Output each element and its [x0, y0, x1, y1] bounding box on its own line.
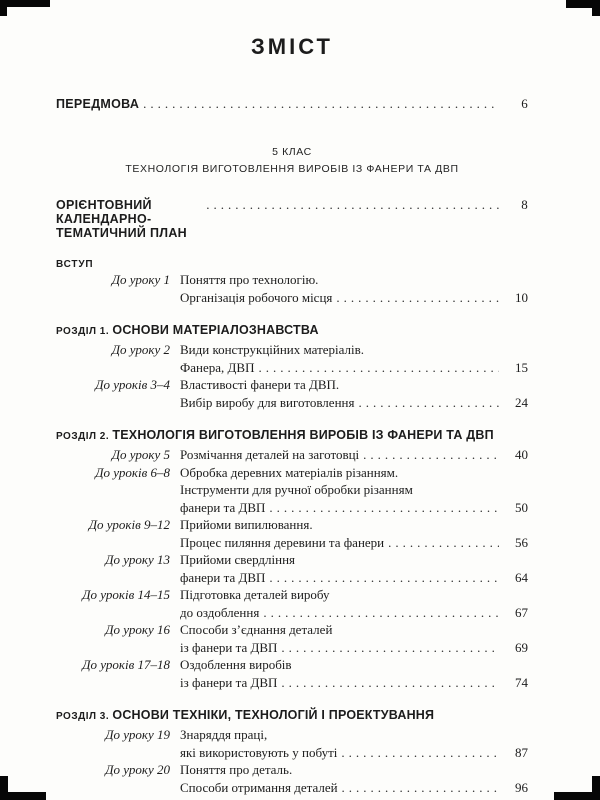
line-text: Знаряддя праці,	[180, 727, 268, 742]
dot-leader	[269, 499, 499, 517]
page-number: 10	[515, 289, 528, 305]
scan-edge-mark	[0, 776, 8, 800]
page-number: 96	[515, 779, 528, 795]
dot-leader	[358, 394, 499, 412]
section-heading	[56, 706, 528, 724]
plan-row	[56, 197, 528, 240]
entry-line	[180, 656, 528, 674]
entry-line	[180, 779, 528, 797]
line-text: Поняття про деталь.	[180, 762, 293, 777]
part-title-label: ТЕХНОЛОГІЯ ВИГОТОВЛЕННЯ ВИРОБІВ ІЗ ФАНЕРИ ТА ДВП	[125, 163, 459, 175]
entry-line	[180, 481, 528, 499]
entry-line	[180, 726, 528, 744]
lesson-label: До уроку 2	[111, 342, 170, 357]
section-heading	[56, 259, 528, 270]
line-text: Інструменти для ручної обробки різанням	[180, 482, 413, 497]
line-text: Види конструкційних матеріалів.	[180, 342, 365, 357]
toc-entry	[56, 656, 528, 691]
entry-body	[180, 516, 528, 551]
lesson-label: До уроків 6–8	[95, 464, 170, 480]
section-heading	[56, 426, 528, 444]
toc-entry	[56, 551, 528, 586]
line-text: із фанери та ДВП	[180, 674, 278, 690]
dot-leader	[363, 446, 499, 464]
toc-section	[56, 259, 528, 306]
page-title: ЗМІСТ	[251, 34, 333, 59]
toc-section	[56, 706, 528, 796]
entry-line	[180, 464, 528, 482]
part-heading	[56, 144, 528, 178]
lesson-label: До уроків 3–4	[95, 377, 170, 392]
line-text: Прийоми свердління	[180, 552, 296, 567]
line-text: Підготовка деталей виробу	[180, 587, 330, 602]
toc-entry	[56, 464, 528, 517]
lesson-label: До уроку 13	[105, 552, 170, 567]
toc-entry	[56, 726, 528, 761]
section-title: ОСНОВИ ТЕХНІКИ, ТЕХНОЛОГІЙ І ПРОЕКТУВАННЯ	[112, 708, 435, 722]
entry-line	[180, 271, 528, 289]
dot-leader	[269, 569, 499, 587]
dot-leader	[206, 197, 499, 213]
section-number: РОЗДІЛ 3.	[56, 711, 113, 722]
dot-leader	[341, 744, 499, 762]
entry-line	[180, 604, 528, 622]
lesson-label: До уроків 9–12	[88, 517, 170, 532]
page-number: 67	[515, 604, 528, 620]
section-number: РОЗДІЛ 1.	[56, 326, 113, 337]
dot-leader	[281, 674, 499, 692]
dot-leader	[143, 96, 499, 112]
entry-body	[180, 656, 528, 691]
entry-body	[180, 551, 528, 586]
toc-entry	[56, 516, 528, 551]
dot-leader	[258, 359, 499, 377]
toc-section	[56, 321, 528, 411]
line-text: Вибір виробу для виготовлення	[180, 394, 355, 410]
line-text: Розмічання деталей на заготовці	[180, 447, 360, 462]
toc-section	[56, 426, 528, 691]
entry-line	[180, 586, 528, 604]
line-text: Прийоми випилювання.	[180, 517, 313, 532]
line-text: Організація робочого місця	[180, 289, 333, 305]
section-heading	[56, 321, 528, 339]
dot-leader	[281, 639, 499, 657]
page-number: 64	[515, 569, 528, 585]
dot-leader	[263, 604, 499, 622]
lesson-label: До уроків 14–15	[82, 587, 170, 602]
entry-line	[180, 289, 528, 307]
entry-line	[180, 674, 528, 692]
entry-line	[180, 551, 528, 569]
line-text: із фанери та ДВП	[180, 639, 278, 655]
lesson-label: До уроків 17–18	[82, 657, 170, 672]
entry-line	[180, 639, 528, 657]
entry-body	[180, 271, 528, 306]
entry-line	[180, 516, 528, 534]
line-text: Властивості фанери та ДВП.	[180, 377, 340, 392]
toc-entry	[56, 761, 528, 796]
part-grade-label: 5 КЛАС	[272, 146, 312, 158]
entry-body	[180, 341, 528, 376]
line-text: фанери та ДВП	[180, 569, 266, 585]
page-number: 56	[515, 534, 528, 550]
entry-line	[180, 534, 528, 552]
page-number: 87	[515, 744, 528, 760]
entry-body	[180, 586, 528, 621]
toc-content	[56, 34, 528, 796]
line-text: Оздоблення виробів	[180, 657, 292, 672]
page-number: 50	[515, 499, 528, 515]
toc-entry	[56, 271, 528, 306]
page-number: 24	[515, 394, 528, 410]
entry-body	[180, 446, 528, 464]
entry-line	[180, 499, 528, 517]
line-text: до оздоблення	[180, 604, 260, 620]
scan-edge-mark	[592, 0, 600, 16]
toc-entry	[56, 621, 528, 656]
entry-body	[180, 621, 528, 656]
entry-body	[180, 464, 528, 517]
entry-body	[180, 726, 528, 761]
entry-line	[180, 569, 528, 587]
toc-entry	[56, 446, 528, 464]
dot-leader	[336, 289, 499, 307]
section-number: РОЗДІЛ 2.	[56, 431, 113, 442]
entry-line	[180, 341, 528, 359]
entry-line	[180, 761, 528, 779]
section-title: ВСТУП	[56, 259, 94, 270]
entry-line	[180, 376, 528, 394]
plan-label: ОРІЄНТОВНИЙ КАЛЕНДАРНО-ТЕМАТИЧНИЙ ПЛАН	[56, 198, 187, 240]
page-number: 8	[521, 197, 528, 212]
toc-entry	[56, 341, 528, 376]
entry-line	[180, 394, 528, 412]
scan-edge-mark	[0, 0, 7, 16]
line-text: Способи з’єднання деталей	[180, 622, 333, 637]
scan-edge-mark	[0, 0, 50, 7]
section-title: ОСНОВИ МАТЕРІАЛОЗНАВСТВА	[112, 323, 319, 337]
page-number: 69	[515, 639, 528, 655]
dot-leader	[388, 534, 499, 552]
entry-body	[180, 761, 528, 796]
line-text: фанери та ДВП	[180, 499, 266, 515]
entry-line	[180, 359, 528, 377]
line-text: Способи отримання деталей	[180, 779, 338, 795]
lesson-label: До уроку 16	[105, 622, 170, 637]
line-text: Поняття про технологію.	[180, 272, 319, 287]
toc-sections	[56, 259, 528, 796]
page-number: 6	[521, 96, 528, 111]
toc-entry	[56, 586, 528, 621]
lesson-label: До уроку 1	[111, 272, 170, 287]
lesson-label: До уроку 5	[111, 447, 170, 462]
entry-line	[180, 446, 528, 464]
line-text: Процес пиляння деревини та фанери	[180, 534, 385, 550]
page-number: 15	[515, 359, 528, 375]
lesson-label: До уроку 20	[105, 762, 170, 777]
entry-line	[180, 621, 528, 639]
line-text: які використовують у побуті	[180, 744, 338, 760]
preface-label: ПЕРЕДМОВА	[56, 97, 140, 111]
section-title: ТЕХНОЛОГІЯ ВИГОТОВЛЕННЯ ВИРОБІВ ІЗ ФАНЕРИ ТА ДВП	[112, 428, 494, 442]
lesson-label: До уроку 19	[105, 727, 170, 742]
line-text: Фанера, ДВП	[180, 359, 255, 375]
entry-line	[180, 744, 528, 762]
preface-row	[56, 96, 528, 112]
toc-entry	[56, 376, 528, 411]
page-number: 40	[515, 447, 528, 462]
scan-edge-mark	[592, 776, 600, 800]
entry-body	[180, 376, 528, 411]
page-number: 74	[515, 674, 528, 690]
dot-leader	[342, 779, 499, 797]
line-text: Обробка деревних матеріалів різанням.	[180, 464, 399, 480]
